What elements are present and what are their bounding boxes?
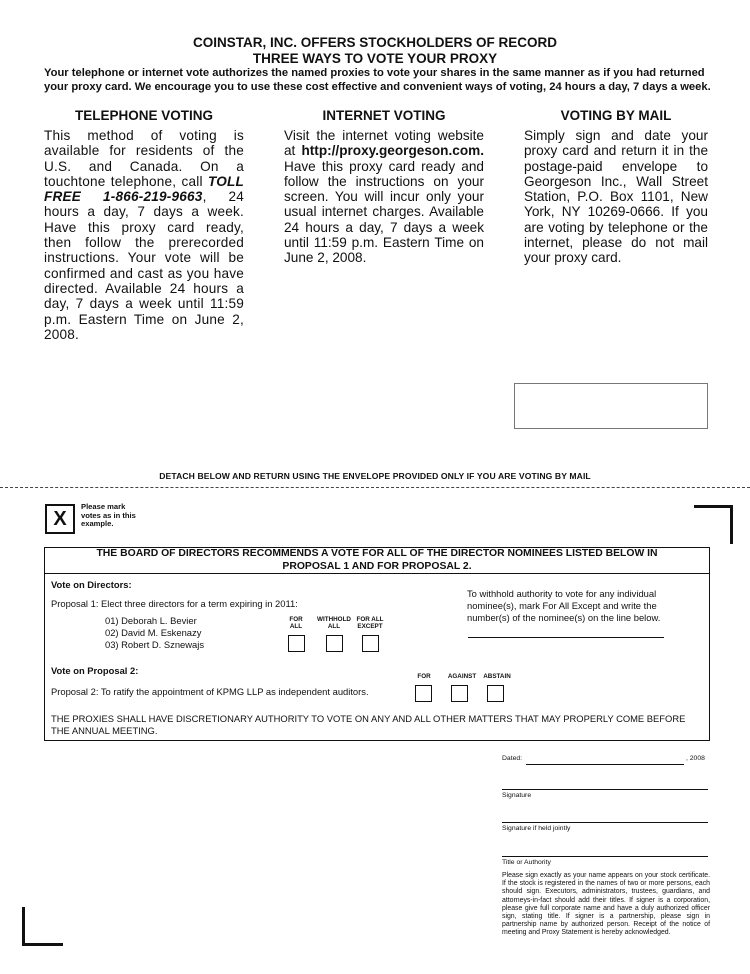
p1-for-all-except-label-line-1: FOR ALL [356,616,384,623]
mail-text: Simply sign and date your proxy card and return it in the postage-paid envelope to Georgeson Inc., Wall Street Station, P.O. Box 1101, New York, NY 10269-0666. If you are voting by telephone or the internet, please do not mail your proxy card. [524,128,708,266]
example-x-box [45,504,75,534]
internet-text-after: Have this proxy card ready and follow the instructions on your screen. You will incur only your usual internet charges. Available 24 hours a day, 7 days a week until 11:59 p.m. Eastern Time on June 2, 2008. [284,158,484,266]
vote-on-directors-title: Vote on Directors: [51,579,132,590]
toll-free-label: TOLL FREE [44,173,244,205]
p1-withhold-all-label-line-1: WITHHOLD [317,616,351,623]
detach-instruction: DETACH BELOW AND RETURN USING THE ENVELOPE PROVIDED ONLY IF YOU ARE VOTING BY MAIL [159,471,591,481]
ballot-heading-line-2: PROPOSAL 1 AND FOR PROPOSAL 2. [282,560,472,572]
internet-text-before: Visit the internet voting website at [284,128,484,159]
p1-for-all-label-line-2: ALL [289,623,303,630]
intro-text: Your telephone or internet vote authorizes the named proxies to vote your shares in the same manner as if you had returned your proxy card. We encourage you to use these cost effective and convenient ways of voting, 24 hours a day, 7 days a week. [44,67,711,93]
title-line-2: THREE WAYS TO VOTE YOUR PROXY [252,51,498,66]
nominee-1: 01) Deborah L. Bevier [105,615,197,626]
example-note: Please mark votes as in this example. [81,502,136,529]
telephone-text-after: , 24 hours a day, 7 days a week. Have this proxy card ready, then follow the prerecorded instructions. Your vote will be confirmed and cast as you have directed. Available 24 hours a day, 7 days a week until 11:59 p.m. Eastern Time on June 2, 2008. [44,189,244,342]
mail-heading: VOTING BY MAIL [560,108,672,123]
dated-label: Dated: [502,755,523,762]
p1-withhold-all-checkbox[interactable] [326,635,343,652]
p2-abstain-checkbox[interactable] [487,685,504,702]
discretionary-authority-text: THE PROXIES SHALL HAVE DISCRETIONARY AUTHORITY TO VOTE ON ANY AND ALL OTHER MATTERS THAT MAY PROPERLY COME BEFORE THE ANNUAL MEETING. [51,713,686,736]
date-input-line[interactable] [526,764,684,765]
nominee-2: 02) David M. Eskenazy [105,627,202,638]
p2-against-checkbox[interactable] [451,685,468,702]
ballot-heading-line-1: THE BOARD OF DIRECTORS RECOMMENDS A VOTE FOR ALL OF THE DIRECTOR NOMINEES LISTED BELOW IN [96,548,658,559]
internet-text [284,128,484,266]
corner-mark-top-right [694,505,733,544]
address-window-box [514,383,708,429]
ballot-heading [45,548,709,574]
p1-withhold-all-label-line-2: ALL [327,623,341,630]
p2-for-label: FOR [417,673,431,680]
p2-for-checkbox[interactable] [415,685,432,702]
p1-for-all-label-line-1: FOR [289,616,303,623]
signing-instructions: Please sign exactly as your name appears on your stock certificate. If the stock is registered in the names of two or more persons, each should sign. Executors, administrators, trustees, guardians, and attorneys-in-fact should add their titles. If signer is a corporation, please give full corporate name and have a duly authorized officer sign, stating title. If signer is a partnership, please sign in partnership name by authorized person. Receipt of the notice of meeting and Proxy Statement is hereby acknowledged. [502,872,710,937]
ballot-section [44,547,710,741]
p2-against-label: AGAINST [447,673,477,680]
title-authority-label: Title or Authority [502,859,551,866]
detach-dashed-line [0,487,750,488]
date-year: , 2008 [686,755,705,762]
vote-on-proposal-2-title: Vote on Proposal 2: [51,665,139,676]
proposal-1-text: Proposal 1: Elect three directors for a term expiring in 2011: [51,598,298,609]
telephone-text [44,128,244,342]
proposal-2-text: Proposal 2: To ratify the appointment of KPMG LLP as independent auditors. [51,686,369,697]
p1-for-all-except-label-line-2: EXCEPT [357,623,383,630]
p2-abstain-label: ABSTAIN [483,673,511,680]
corner-mark-bottom-left [22,907,63,946]
withhold-instruction: To withhold authority to vote for any individual nominee(s), mark For All Except and write the number(s) of the nominee(s) on the line below. [467,588,661,623]
p1-for-all-except-label [352,616,388,630]
p1-withhold-all-label [313,616,355,630]
title-line-1: COINSTAR, INC. OFFERS STOCKHOLDERS OF RECORD [192,35,557,50]
internet-heading: INTERNET VOTING [322,108,446,123]
except-nominee-write-line[interactable] [468,637,664,638]
title-authority-line[interactable] [502,856,708,857]
signature-line[interactable] [502,789,708,790]
signature-label: Signature [502,792,532,799]
nominee-3: 03) Robert D. Sznewajs [105,639,205,650]
p1-for-all-except-checkbox[interactable] [362,635,379,652]
telephone-heading: TELEPHONE VOTING [74,108,213,123]
p1-for-all-checkbox[interactable] [288,635,305,652]
joint-signature-label: Signature if held jointly [502,825,571,832]
telephone-text-before: This method of voting is available for residents of the U.S. and Canada. On a touchtone telephone, call [44,128,244,189]
joint-signature-line[interactable] [502,822,708,823]
phone-number: 1-866-219-9663 [103,189,203,205]
example-x-mark: X [53,507,67,530]
p1-for-all-label [279,616,313,630]
voting-url[interactable]: http://proxy.georgeson.com. [301,143,484,159]
